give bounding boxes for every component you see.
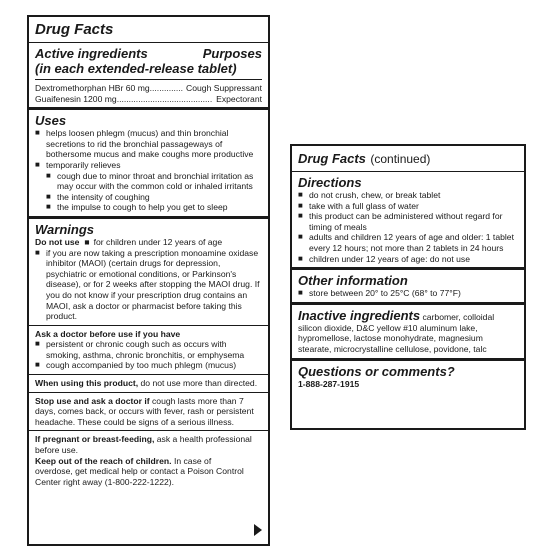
ingredient-name: Dextromethorphan HBr 60 mg (35, 83, 150, 93)
inactive-ingredients: Inactive ingredients carbomer, colloidal silicon dioxide, D&C yellow #10 aluminum lake, hypromellose, lactose monohydrate, magnesium stearate, microcrystalline cellulose, povidone, talc (298, 307, 495, 354)
ingredient-row (35, 94, 262, 105)
list-item: Do not use ■ for children under 12 years of age (35, 236, 223, 247)
list-item: ■ the intensity of coughing (46, 191, 150, 202)
bullet-icon: ■ (46, 191, 51, 201)
continue-arrow-icon (254, 524, 262, 536)
bullet-icon: ■ (35, 159, 40, 169)
bullet-icon: ■ (84, 236, 90, 247)
warnings-heading: Warnings (35, 221, 94, 237)
leader-dots: .............. (149, 83, 184, 93)
pregnant-text: If pregnant or breast-feeding, ask a health professional before use. (35, 434, 252, 456)
questions-heading: Questions or comments? (298, 363, 455, 379)
list-item: ■ if you are now taking a prescription monoamine oxidase inhibitor (MAOI) (certain drugs for depression, psychiatric or emotional conditions, or Parkinson's disease), or for 2 weeks after stopping the MAOI drug. If you do not know if your prescription drug contains an MAOI, ask a doctor or pharmacist before taking this product. (35, 247, 260, 322)
bullet-icon: ■ (298, 232, 303, 242)
list-item: ■ persistent or chronic cough such as occurs with smoking, asthma, chronic bronchitis, or emphysema (35, 339, 245, 360)
bullet-icon: ■ (46, 170, 51, 180)
bullet-icon: ■ (35, 360, 40, 370)
list-item: ■ do not crush, chew, or break tablet (298, 190, 441, 200)
list-item: ■ temporarily relieves (35, 159, 121, 170)
inactive-ingredients-heading: Inactive ingredients (298, 307, 421, 323)
ingredient-purpose: Expectorant (216, 93, 262, 104)
bullet-icon: ■ (46, 202, 51, 212)
ingredient-row (35, 83, 262, 94)
divider (292, 302, 524, 305)
directions-heading: Directions (298, 175, 362, 190)
list-item: ■ cough due to minor throat and bronchial irritation as may occur with the common cold or inhaled irritants (46, 170, 254, 192)
list-item: ■ store between 20° to 25°C (68° to 77°F) (298, 288, 461, 299)
list-item: ■ cough accompanied by too much phlegm (mucus) (35, 360, 237, 371)
drug-facts-continued-panel (290, 144, 526, 430)
ingredient-name: Guaifenesin 1200 mg (35, 93, 117, 104)
list-item: ■ this product can be administered without regard for timing of meals (298, 211, 503, 232)
active-ingredients-subheading: (in each extended-release tablet) (35, 61, 237, 76)
purposes-heading: Purposes (202, 46, 262, 61)
divider (29, 216, 268, 219)
bullet-icon: ■ (298, 253, 303, 263)
divider (292, 171, 524, 172)
phone-number: 1-888-287-1915 (298, 378, 360, 389)
other-information-heading: Other information (298, 273, 408, 289)
panel-title: Drug Facts (35, 21, 114, 38)
list-item: ■ take with a full glass of water (298, 200, 419, 211)
ask-doctor-label: Ask a doctor before use if you have (35, 328, 181, 339)
list-item: ■ adults and children 12 years of age and older: 1 tablet every 12 hours; not more than 2 tablets in 24 hours (298, 232, 514, 253)
bullet-icon: ■ (298, 190, 303, 199)
divider (292, 358, 524, 361)
uses-heading: Uses (35, 113, 67, 129)
panel-title: Drug Facts (continued) (298, 151, 431, 166)
bullet-icon: ■ (298, 288, 303, 298)
bullet-icon: ■ (298, 200, 303, 210)
bullet-icon: ■ (35, 128, 40, 138)
drug-facts-panel (27, 15, 270, 546)
divider (29, 374, 268, 375)
keep-out-text: Keep out of the reach of children. In case of overdose, get medical help or contact a Poison Control Center right away (1-800-222-1222). (35, 455, 244, 487)
divider (29, 392, 268, 393)
bullet-icon: ■ (35, 247, 40, 257)
stop-use-text: Stop use and ask a doctor if cough lasts more than 7 days, comes back, or occurs with fever, rash or persistent headache. These could be signs of a serious illness. (35, 395, 254, 427)
divider (29, 107, 268, 110)
divider (29, 325, 268, 326)
ingredient-purpose: Cough Suppressant (186, 83, 262, 93)
divider (29, 42, 268, 43)
divider (35, 79, 262, 80)
leader-dots: ........................................ (116, 93, 213, 104)
bullet-icon: ■ (298, 211, 303, 221)
bullet-icon: ■ (35, 339, 40, 349)
when-using-text: When using this product, do not use more than directed. (35, 378, 258, 389)
list-item: ■ helps loosen phlegm (mucus) and thin bronchial secretions to rid the bronchial passageways of bothersome mucus and make coughs more productive (35, 128, 254, 160)
list-item: ■ the impulse to cough to help you get to sleep (46, 202, 228, 213)
do-not-use-label: Do not use (35, 236, 80, 247)
divider (29, 430, 268, 431)
active-ingredients-heading: Active ingredients (35, 46, 148, 61)
list-item: ■ children under 12 years of age: do not use (298, 253, 471, 264)
divider (292, 267, 524, 270)
